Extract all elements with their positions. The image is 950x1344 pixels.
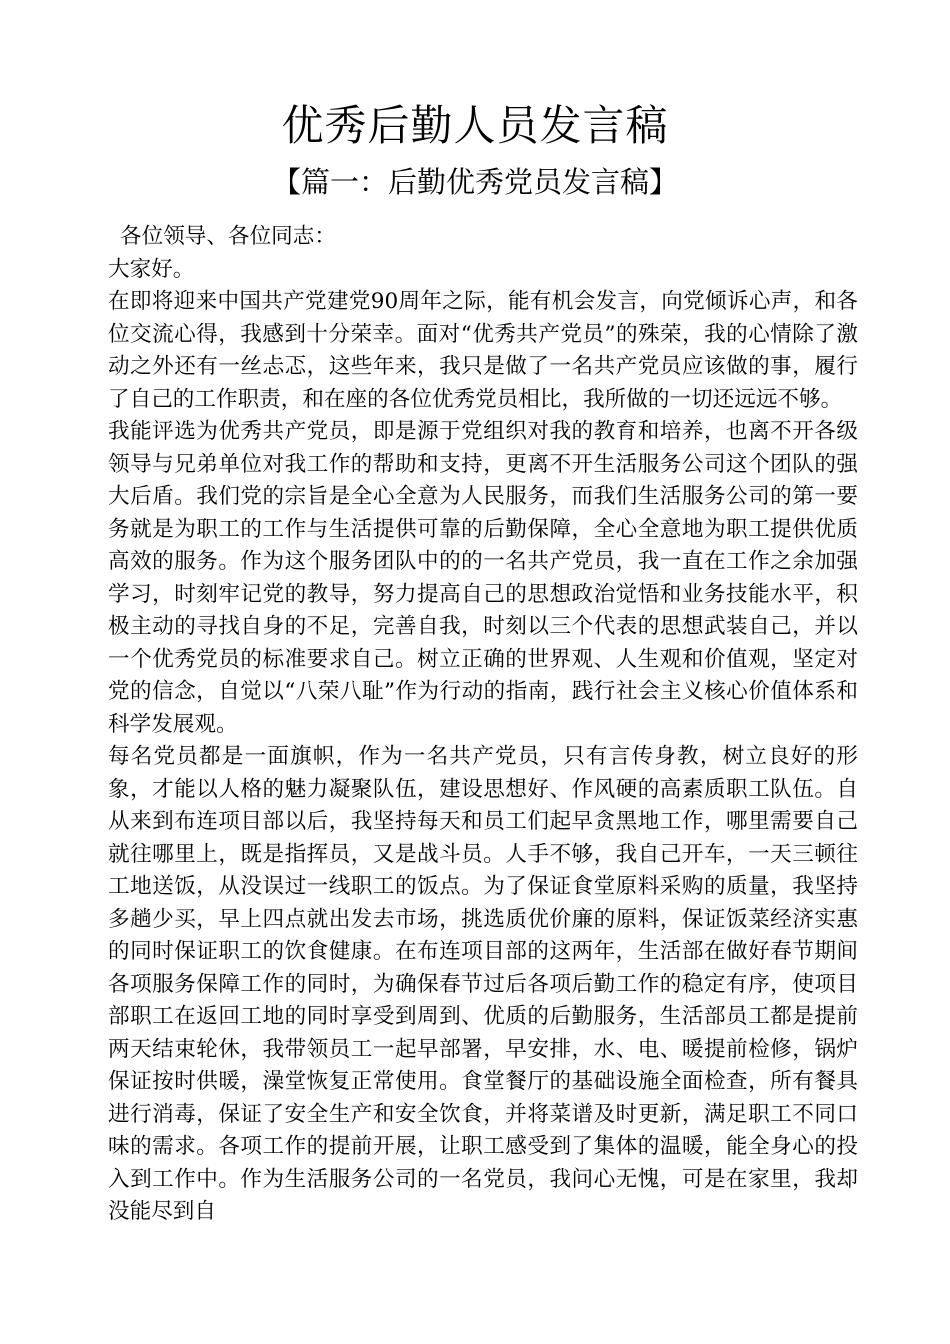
paragraph-hello: 大家好。 [108,256,195,282]
paragraph-greeting: 各位领导、各位同志： [120,224,336,249]
paragraph-2: 我能评选为优秀共产党员，即是源于党组织对我的教育和培养，也离不开各级领导与兄弟单位对我工作的帮助和支持，更离不开生活服务公司这个团队的强大后盾。我们党的宗旨是全心全意为人民服务，而我们生活服务公司的第一要务就是为职工的工作与生活提供可靠的后勤保障，全心全意地为职工提供优质高效的服务。作为这个服务团队中的的一名共产党员，我一直在工作之余加强学习，时刻牢记党的教导，努力提高自己的思想政治觉悟和业务技能水平，积极主动的寻找自身的不足，完善自我，时刻以三个代表的思想武装自己，并以一个优秀党员的标准要求自己。树立正确的世界观、人生观和价值观，坚定对党的信念，自觉以“八荣八耻”作为行动的指南，践行社会主义核心价值体系和科学发展观。 [108,419,858,737]
paragraph-1: 在即将迎来中国共产党建党90周年之际，能有机会发言，向党倾诉心声，和各位交流心得，我感到十分荣幸。面对“优秀共产党员”的殊荣，我的心情除了激动之外还有一丝忐忑，这些年来，我只是做了一名共产党员应该做的事，履行了自己的工作职责，和在座的各位优秀党员相比，我所做的一切还远远不够。 [108,289,858,412]
document-body [108,221,858,1229]
document-title: 优秀后勤人员发言稿 [281,101,669,150]
paragraph-3: 每名党员都是一面旗帜，作为一名共产党员，只有言传身教，树立良好的形象，才能以人格的魅力凝聚队伍，建设思想好、作风硬的高素质职工队伍。自从来到布连项目部以后，我坚持每天和员工们起早贪黑地工作，哪里需要自己就往哪里上，既是指挥员，又是战斗员。人手不够，我自己开车，一天三顿往工地送饭，从没误过一线职工的饭点。为了保证食堂原料采购的质量，我坚持多趟少买，早上四点就出发去市场，挑选质优价廉的原料，保证饭菜经济实惠的同时保证职工的饮食健康。在布连项目部的这两年，生活部在做好春节期间各项服务保障工作的同时，为确保春节过后各项后勤工作的稳定有序，使项目部职工在返回工地的同时享受到周到、优质的后勤服务，生活部员工都是提前两天结束轮休，我带领员工一起早部署，早安排，水、电、暖提前检修，锅炉保证按时供暖，澡堂恢复正常使用。食堂餐厅的基础设施全面检查，所有餐具进行消毒，保证了安全生产和安全饮食，并将菜谱及时更新，满足职工不同口味的需求。各项工作的提前开展，让职工感受到了集体的温暖，能全身心的投入到工作中。作为生活服务公司的一名党员，我问心无愧，可是在家里，我却没能尽到自 [108,744,858,1224]
document-subtitle: 【篇一：后勤优秀党员发言稿】 [271,165,678,199]
